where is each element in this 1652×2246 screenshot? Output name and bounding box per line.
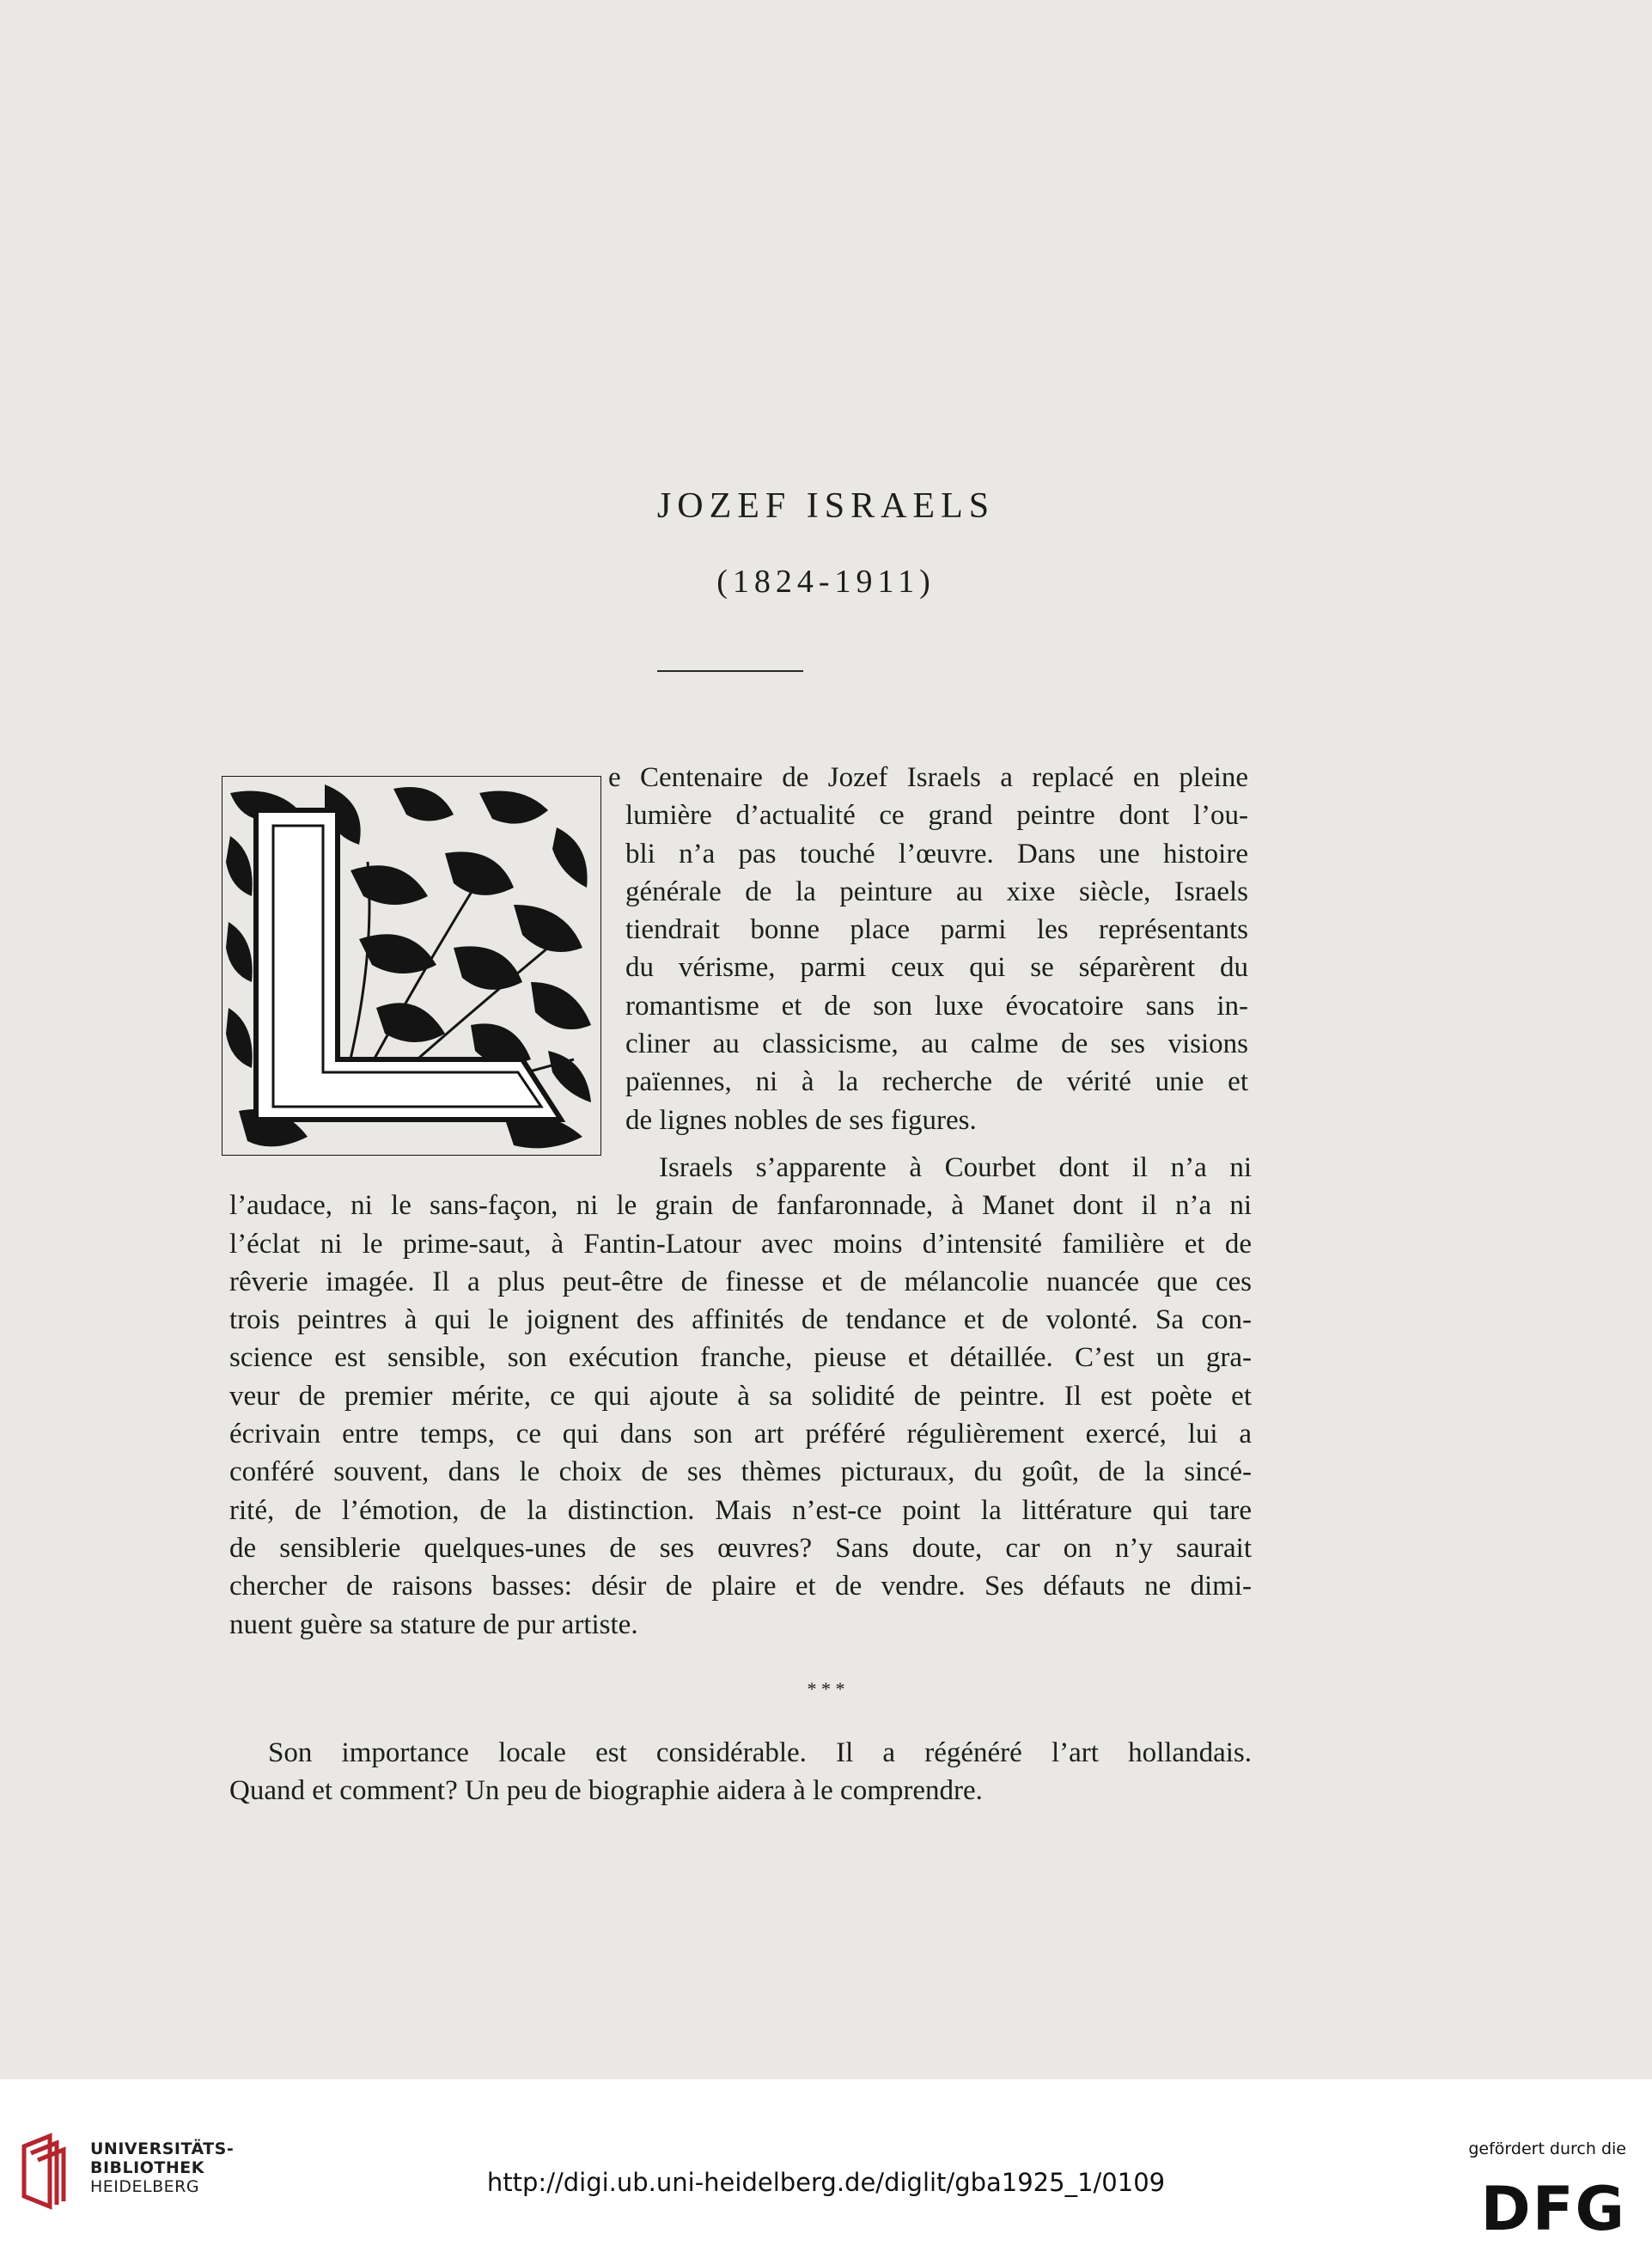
paragraph-1 (608, 759, 1248, 1139)
text-line: conféré souvent, dans le choix de ses thèmes picturaux, du goût, de la sincé- (229, 1456, 1252, 1488)
text-line: science est sensible, son exécution franche, pieuse et détaillée. C’est un gra- (229, 1342, 1252, 1374)
dfg-logo: DFG (1480, 2174, 1626, 2244)
text-line: l’audace, ni le sans-façon, ni le grain de fanfaronnade, à Manet dont il n’a ni (229, 1190, 1252, 1222)
text-line: Israels s’apparente à Courbet dont il n’a ni (659, 1152, 1252, 1183)
text-line: e Centenaire de Jozef Israels a replacé en pleine (608, 762, 1248, 793)
text-line: écrivain entre temps, ce qui dans son art préféré régulièrement exercé, lui a (229, 1419, 1252, 1450)
text-line: bli n’a pas touché l’œuvre. Dans une histoire (625, 838, 1248, 870)
text-line: de lignes nobles de ses figures. (625, 1104, 977, 1136)
article-title: JOZEF ISRAELS (656, 486, 996, 526)
text-line: trois peintres à qui le joignent des affinités de tendance et de volonté. Sa con- (229, 1304, 1252, 1336)
library-name-line: HEIDELBERG (90, 2177, 200, 2196)
text-line: païennes, ni à la recherche de vérité unie et (625, 1066, 1248, 1098)
text-line: romantisme et de son luxe évocatoire sans in- (625, 990, 1248, 1022)
text-line: générale de la peinture au xixe siècle, Israels (625, 876, 1248, 907)
decorative-initial-l (222, 776, 601, 1156)
paragraph-2 (229, 1149, 1252, 1644)
paragraph-3 (229, 1734, 1252, 1810)
text-line: du vérisme, parmi ceux qui se séparèrent du (625, 952, 1248, 984)
article-dates: (1824-1911) (716, 564, 936, 600)
text-line: lumière d’actualité ce grand peintre dont l’ou- (625, 800, 1248, 832)
digitization-footer (0, 2079, 1652, 2246)
text-line: rêverie imagée. Il a plus peut-être de finesse et de mélancolie nuancée que ces (229, 1266, 1252, 1297)
text-line: Quand et comment? Un peu de biographie aidera à le comprendre. (229, 1775, 983, 1807)
text-line: rité, de l’émotion, de la distinction. Mais n’est-ce point la littérature qui tare (229, 1494, 1252, 1526)
text-line: nuent guère sa stature de pur artiste. (229, 1608, 638, 1640)
funding-note: gefördert durch die (1468, 2139, 1626, 2158)
section-separator: * * * (807, 1678, 845, 1700)
text-line: l’éclat ni le prime-saut, à Fantin-Latour avec moins d’intensité familière et de (229, 1228, 1252, 1260)
text-line: tiendrait bonne place parmi les représentants (625, 914, 1248, 946)
text-line: veur de premier mérite, ce qui ajoute à sa solidité de peintre. Il est poète et (229, 1380, 1252, 1412)
ornament-leaves-icon (222, 776, 601, 1156)
text-line: cliner au classicisme, au calme de ses visions (625, 1028, 1248, 1060)
library-name-line: UNIVERSITÄTS- (90, 2139, 235, 2158)
text-line: Son importance locale est considérable. Il a régénéré l’art hollandais. (268, 1737, 1252, 1768)
permalink-url[interactable]: http://digi.ub.uni-heidelberg.de/diglit/gba1925_1/0109 (486, 2168, 1166, 2197)
library-name-line: BIBLIOTHEK (90, 2158, 204, 2177)
text-line: de sensiblerie quelques-unes de ses œuvres? Sans doute, car on n’y saurait (229, 1532, 1252, 1564)
title-rule (657, 670, 803, 672)
text-line: chercher de raisons basses: désir de plaire et de vendre. Ses défauts ne dimi- (229, 1571, 1252, 1602)
